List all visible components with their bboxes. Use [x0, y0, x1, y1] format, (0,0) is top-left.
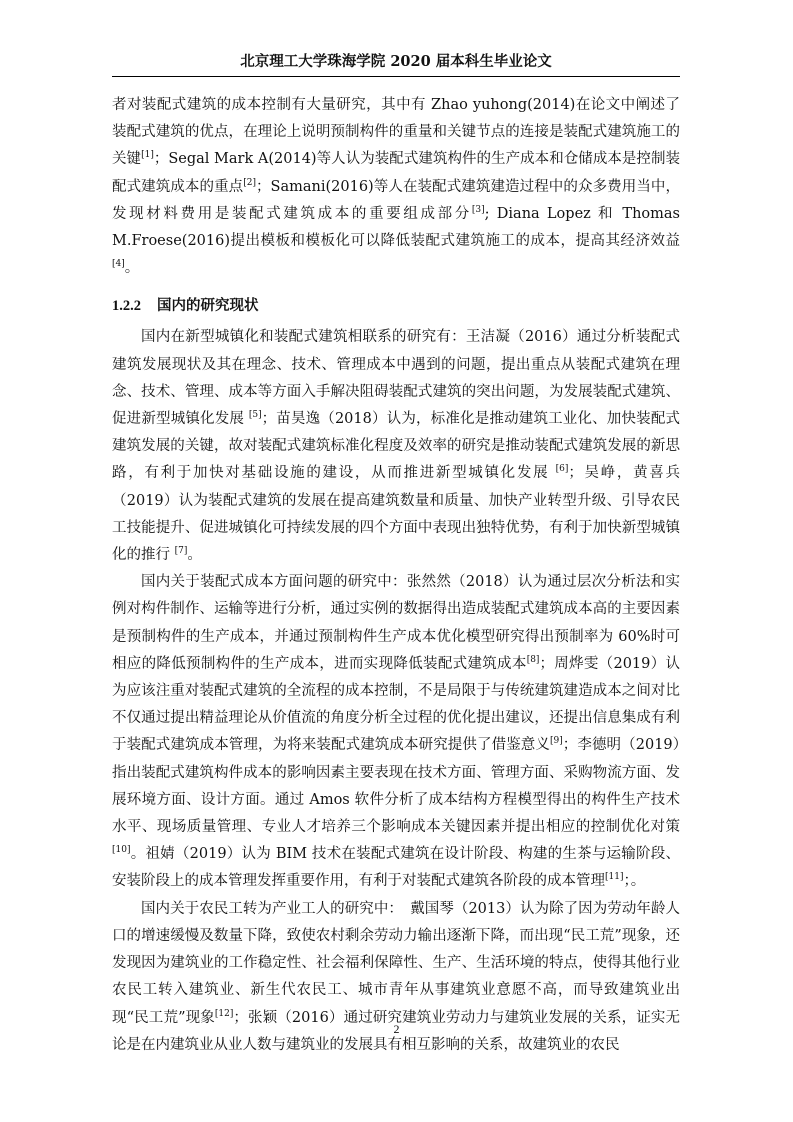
text-run: ；周烨雯（2019）认为应该注重对装配式建筑的全流程的成本控制，不是局限于与传统建筑建造成本之间对比不仅通过提出精益理论从价值流的角度分析全过程的优化提出建议，还提出信息集成有利于装配式建筑成本管理，为将来装配式建筑成本研究提供了借鉴意义	[112, 655, 681, 754]
intro-paragraph	[112, 92, 680, 282]
text-run: 国内关于农民工转为产业工人的研究中： 戴国琴（2013）认为除了因为劳动年龄人口的增速缓慢及数量下降，致使农村剩余劳动力输出逐渐下降，而出现“民工荒”现象，还发现因为建筑业的工作稳定性、社会福利保障性、生产、生活环境的特点，使得其他行业农民工转入建筑业、新生代农民工、城市青年从事建筑业意愿不高，而导致建筑业出现“民工荒”现象	[112, 900, 680, 1026]
citation-ref: [12]	[214, 1008, 234, 1019]
text-run: ；Segal Mark A(2014)等人认为装配式建筑构件的生产成本和仓储成本是控制装配式建筑成本的重点	[112, 151, 680, 195]
text-run: 。	[187, 547, 202, 564]
text-run: 者对装配式建筑的成本控制有大量研究，其中有 Zhao yuhong(2014)在论文中阐述了装配式建筑的优点，在理论上说明预制构件的重量和关键节点的连接是装配式建筑施工的关键	[112, 97, 680, 168]
text-run: 。祖婧（2019）认为 BIM 技术在装配式建筑在设计阶段、构建的生茶与运输阶段、安装阶段上的成本管理发挥重要作用，有利于对装配式建筑各阶段的成本管理	[112, 846, 680, 890]
citation-ref: [9]	[550, 736, 563, 747]
page-number: 2	[393, 1022, 400, 1036]
text-run: 。	[124, 260, 140, 277]
text-run: ；李德明（2019）指出装配式建筑构件成本的影响因素主要表现在技术方面、管理方面、采购物流方面、发展环境方面、设计方面。通过 Amos 软件分析了成本结构方程模型得出的构件生产技术水平、现场质量管理、专业人才培养三个影响成本关键因素并提出相应的控制优化对策	[112, 737, 680, 836]
paragraph-urbanization	[112, 324, 680, 569]
document-body	[112, 92, 680, 1059]
paragraph-cost	[112, 569, 680, 895]
section-title: 国内的研究现状	[157, 297, 259, 315]
text-run: ；。	[623, 873, 646, 890]
citation-ref: [10]	[112, 845, 131, 856]
text-run: ; Diana Lopez 和 Thomas M.Froese(2016)提出模板和模板化可以降低装配式建筑施工的成本，提高其经济效益	[112, 205, 680, 250]
citation-ref: [2]	[243, 177, 257, 188]
page-header: 北京理工大学珠海学院 2020 届本科生毕业论文	[240, 53, 552, 70]
text-run: 国内在新型城镇化和装配式建筑相联系的研究有：王洁凝（2016）通过分析装配式建筑发展现状及其在理念、技术、管理成本中遇到的问题，提出重点从装配式建筑在理念、技术、管理、成本等方面入手解决阻碍装配式建筑的突出问题，为发展装配式建筑、促进新型城镇化发展	[112, 329, 680, 428]
citation-ref: [3]	[471, 204, 485, 215]
section-heading	[112, 294, 680, 318]
citation-ref: [5]	[248, 410, 262, 421]
citation-ref: [8]	[526, 654, 540, 665]
text-run: ；吴峥，黄喜兵（2019）认为装配式建筑的发展在提高建筑数量和质量、加快产业转型升级、引导农民工技能提升、促进城镇化可持续发展的四个方面中表现出独特优势，有利于加快新型城镇化的推行	[112, 465, 680, 564]
citation-ref: [6]	[555, 464, 569, 475]
citation-ref: [7]	[174, 546, 188, 557]
text-run: 国内关于装配式成本方面问题的研究中：张然然（2018）认为通过层次分析法和实例对构件制作、运输等进行分析，通过实例的数据得出造成装配式建筑成本高的主要因素是预制构件的生产成本，并通过预制构件生产成本优化模型研究得出预制率为 60%时可相应的降低预制构件的生产成本，进而实现降低装配式建筑成本	[112, 574, 680, 672]
text-run: ；张颖（2016）通过研究建筑业劳动力与建筑业发展的关系，证实无论是在内建筑业从业人数与建筑业的发展具有相互影响的关系，故建筑业的农民	[112, 1009, 680, 1053]
text-run: ；苗昊逸（2018）认为，标准化是推动建筑工业化、加快装配式建筑发展的关键，故对装配式建筑标准化程度及效率的研究是推动装配式建筑发展的新思路，有利于加快对基础设施的建设，从而推进新型城镇化发展	[112, 411, 680, 482]
section-number: 1.2.2	[112, 298, 141, 315]
text-run: ；Samani(2016)等人在装配式建筑建造过程中的众多费用当中，发现材料费用是装配式建筑成本的重要组成部分	[112, 178, 680, 222]
citation-ref: [11]	[605, 872, 624, 883]
citation-ref: [1]	[141, 150, 154, 161]
citation-ref: [4]	[112, 259, 125, 270]
header-rule	[112, 76, 680, 77]
